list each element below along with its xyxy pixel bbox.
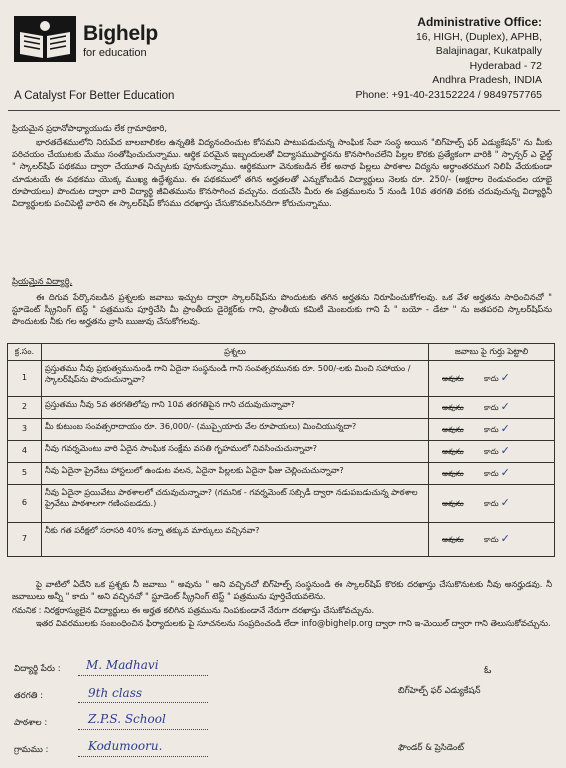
question-number: 4: [8, 440, 42, 462]
question-text: నీకు గత పరీక్షలో సరాసరి 40% కన్నా తక్కువ మార్కులు వచ్చినవా?: [42, 522, 429, 556]
class-value[interactable]: 9th class: [88, 686, 143, 700]
student-name-label: విద్యార్థి పేరు :: [14, 664, 61, 674]
office-line: 16, HIGH, (Duplex), APHB,: [415, 30, 542, 43]
answer-yes[interactable]: అవును: [442, 424, 464, 434]
checkmark-icon: ✓: [500, 495, 510, 509]
office-line: Andhra Pradesh, INDIA: [432, 74, 542, 86]
table-row: [8, 418, 555, 440]
table-header-row: [8, 344, 555, 361]
class-line: [78, 702, 208, 703]
instructions-paragraph: పై వాటిలో ఏదేని ఒక ప్రశ్నకు నీ జవాబు " అవును " అని వచ్చినచో బిగ్‌హెల్ప్ సంస్థనుండి ఈ స్కాలర్‌షిప్ కొరకు దరఖాస్తు చేసుకొనుటకు నీవు అనర్హుడవు. నీ జవాబులు అన్నీ " కాదు " అని వచ్చినచో " స్టూడెంట్ స్క్రీనింగ్ టెస్ట్ " పత్రమును పూర్తిచేయవలెను.: [12, 579, 552, 602]
question-text: ప్రస్తుతము నీవు 5వ తరగతిలోపు గాని 10వ తరగతిపైన గాని చదువుచున్నావా?: [42, 396, 429, 418]
office-line: Hyderabad - 72: [469, 59, 542, 72]
village-value[interactable]: Kodumooru.: [88, 739, 163, 753]
answer-yes[interactable]: అవును: [442, 468, 464, 478]
table-row: [8, 484, 555, 522]
header-divider: [8, 110, 560, 111]
answer-no[interactable]: కాదు: [484, 402, 499, 412]
eligibility-paragraph: ఈ దిగువ పేర్కొనబడిన ప్రశ్నలకు జవాబు ఇచ్చుట ద్వారా స్కాలర్‌షిప్‌ను పొందుటకు తగిన అర్హతను నిరూపించుకోగలవు. ఒక వేళ అర్హతను సాధించినచో " స్టూడెంట్ స్క్రీనింగ్ టెస్ట్ " పత్రమును పూర్తిచేసి మీ ప్రాంతీయ డైరెక్టర్‌కు గాని, ప్రాంతీయ కమిటీ మెంబరుకు గాని పే " బయో - డేటా " ను జతపరచి స్కాలర్‌షిప్‌ను పొందుటకు నీకు గల అర్హతను వ్రాసి ఋజువు చేసుకోగలవు.: [12, 292, 552, 327]
contact-paragraph: ఇతర వివరములకు సంబంధించిన ఫిర్యాదులకు పై సూచనలను సంప్రదించండి లేదా info@bighelp.org ద్వారా గాని ఇ-మెయిల్ ద్వారా గాని తెలుసుకోవచ్చును.: [36, 618, 551, 628]
answer-no[interactable]: కాదు: [484, 424, 499, 434]
question-number: 6: [8, 484, 42, 522]
student-name-line: [78, 675, 208, 676]
header-questions: ప్రశ్నలు: [42, 344, 429, 361]
answer-no[interactable]: కాదు: [484, 373, 499, 383]
answer-yes[interactable]: అవును: [442, 534, 464, 544]
answer-cell[interactable]: [429, 522, 555, 556]
eligibility-table: [7, 343, 555, 557]
brand-name: Bighelp: [83, 22, 158, 45]
signature-title: ఫౌండర్ & ప్రెసిడెంట్: [398, 743, 464, 753]
checkmark-icon: ✓: [500, 421, 510, 435]
answer-yes[interactable]: అవును: [442, 373, 464, 383]
signature-mark: ఓ: [484, 665, 492, 676]
answer-yes[interactable]: అవును: [442, 402, 464, 412]
answer-cell[interactable]: [429, 418, 555, 440]
signature-organization: బిగ్‌హెల్ప్ ఫర్ ఎడ్యుకేషన్: [398, 686, 481, 696]
student-greeting: ప్రియమైన విద్యార్థి,: [12, 276, 73, 286]
checkmark-icon: ✓: [500, 370, 510, 384]
bighelp-logo-icon: [14, 16, 76, 62]
question-text: నీవు ఏదైనా ప్రయివేటు పాఠశాలలో చదువుచున్నావా? (గమనిక - గవర్నమెంట్ సబ్సిడీ ద్వారా నడుపబడుచున్న పాఠశాల ప్రైవేటు పాఠశాలగా గణింపబడదు.): [42, 484, 429, 522]
checkmark-icon: ✓: [500, 465, 510, 479]
answer-cell[interactable]: [429, 396, 555, 418]
header-serial: క్ర.సం.: [8, 344, 42, 361]
table-row: [8, 360, 555, 396]
office-heading: Administrative Office:: [417, 15, 542, 29]
checkmark-icon: ✓: [500, 399, 510, 413]
answer-yes[interactable]: అవును: [442, 498, 464, 508]
table-row: [8, 522, 555, 556]
answer-no[interactable]: కాదు: [484, 534, 499, 544]
answer-no[interactable]: కాదు: [484, 498, 499, 508]
question-text: నీవు ఏదైనా ప్రైవేటు హాస్టలులో ఉండుట వలన, ఏదైనా పిల్లలకు ఏదైనా ఫీజు చెల్లించుచున్నావా?: [42, 462, 429, 484]
table-row: [8, 462, 555, 484]
answer-cell[interactable]: [429, 360, 555, 396]
question-number: 7: [8, 522, 42, 556]
salutation: ప్రియమైన ప్రధానోపాధ్యాయుడు లేక గ్రామాధికారి,: [12, 123, 168, 133]
question-number: 3: [8, 418, 42, 440]
school-label: పాఠశాల :: [14, 718, 48, 728]
answer-yes[interactable]: అవును: [442, 446, 464, 456]
question-text: నీవు గవర్నమెంటు వారి ఏదైన సాంఘిక సంక్షేమ వసతి గృహములో నివసించుచున్నావా?: [42, 440, 429, 462]
intro-paragraph: భారతదేశములోని నిరుపేద బాలబాలికల ఉన్నతికి విద్యనందించుట కోసమని పాటుపడుచున్న సాంఘిక సేవా సంస్థ అయిన "బిగ్‌హెల్ప్ ఫర్ ఎడ్యుకేషన్" ను మీకు పరిచయం చేయుటకు మేము సంతోషించుచున్నాము. ఆర్థిక పరమైన ఇబ్బందులతో విద్యాసముపార్జనను కొనసాగించలేని పిల్లల కొరకు ప్రత్యేకంగా వారికి " స్పాన్సర్ ఎ ఛైల్డ్ " స్కాలర్‌షిప్ పథకము ద్వారా చేయూత నిచ్చుటకు పూనుకున్నాము. ఆర్థికముగా వెనుకబడిన లేక అనాథ పిల్లలు పాఠశాల విద్యను అర్థాంతరముగ నిలిపి వేయకుండా చూడుటయే ఈ పథకము యొక్క ముఖ్య ఉద్దేశ్యము. ఈ పథకములో తగిన అర్హతలతో ఎన్నుకోబడిన విద్యార్థులు నెలకు రూ. 250/- (అక్షరాల రెండువందల యాభై రూపాయలు) పొందుట ద్వారా వారి విద్యార్థి జీవితమును కొనసాగించ వచ్చును. దయచేసి మీరు ఈ పత్రములను 5 నుండి 10వ తరగతి వరకు చదువుచున్న విద్యార్థినీ విద్యార్థులకు పంచిపెట్టి వారిని ఈ స్కాలర్‌షిప్ కోసము దరఖాస్తు చేసుకొనవలసినదిగా కోరుచున్నాము.: [12, 137, 552, 209]
question-text: ప్రస్తుతము నీవు ప్రభుత్వమునుండి గాని ఏదైనా సంస్థనుండి గాని సంవత్సరమునకు రూ. 500/-లకు మించి సహాయం / స్కాలర్‌షిప్‌ను పొందుచున్నావా?: [42, 360, 429, 396]
table-row: [8, 396, 555, 418]
checkmark-icon: ✓: [500, 443, 510, 457]
school-line: [78, 729, 208, 730]
class-label: తరగతి :: [14, 691, 44, 701]
answer-no[interactable]: కాదు: [484, 468, 499, 478]
school-value[interactable]: Z.P.S. School: [88, 712, 166, 726]
note-paragraph: గమనిక : నిరక్షరాస్యులైన విద్యార్థులు ఈ అర్హత కలిగిన పత్రమును నింపకుండానే నేరుగా దరఖాస్తు చేసుకోవచ్చును.: [12, 605, 375, 615]
answer-cell[interactable]: [429, 462, 555, 484]
question-number: 5: [8, 462, 42, 484]
answer-cell[interactable]: [429, 440, 555, 462]
question-number: 1: [8, 360, 42, 396]
office-line: Balajinagar, Kukatpally: [435, 45, 542, 57]
village-line: [78, 756, 208, 757]
answer-no[interactable]: కాదు: [484, 446, 499, 456]
header-answer: జవాబు పై గుర్తు పెట్టాలి: [429, 344, 555, 361]
office-address: [355, 15, 542, 102]
table-row: [8, 440, 555, 462]
checkmark-icon: ✓: [500, 531, 510, 545]
answer-cell[interactable]: [429, 484, 555, 522]
student-name-value[interactable]: M. Madhavi: [86, 658, 159, 672]
office-phone: Phone: +91-40-23152224 / 9849757765: [355, 88, 542, 101]
question-number: 2: [8, 396, 42, 418]
village-label: గ్రామము :: [14, 745, 49, 755]
tagline: A Catalyst For Better Education: [14, 90, 175, 102]
question-text: మీ కుటుంబ సంవత్సరాదాయం రూ. 36,000/- (ముప్పైయారు వేల రూపాయలు) మించియున్నదా?: [42, 418, 429, 440]
brand-subtitle: for education: [83, 47, 147, 59]
